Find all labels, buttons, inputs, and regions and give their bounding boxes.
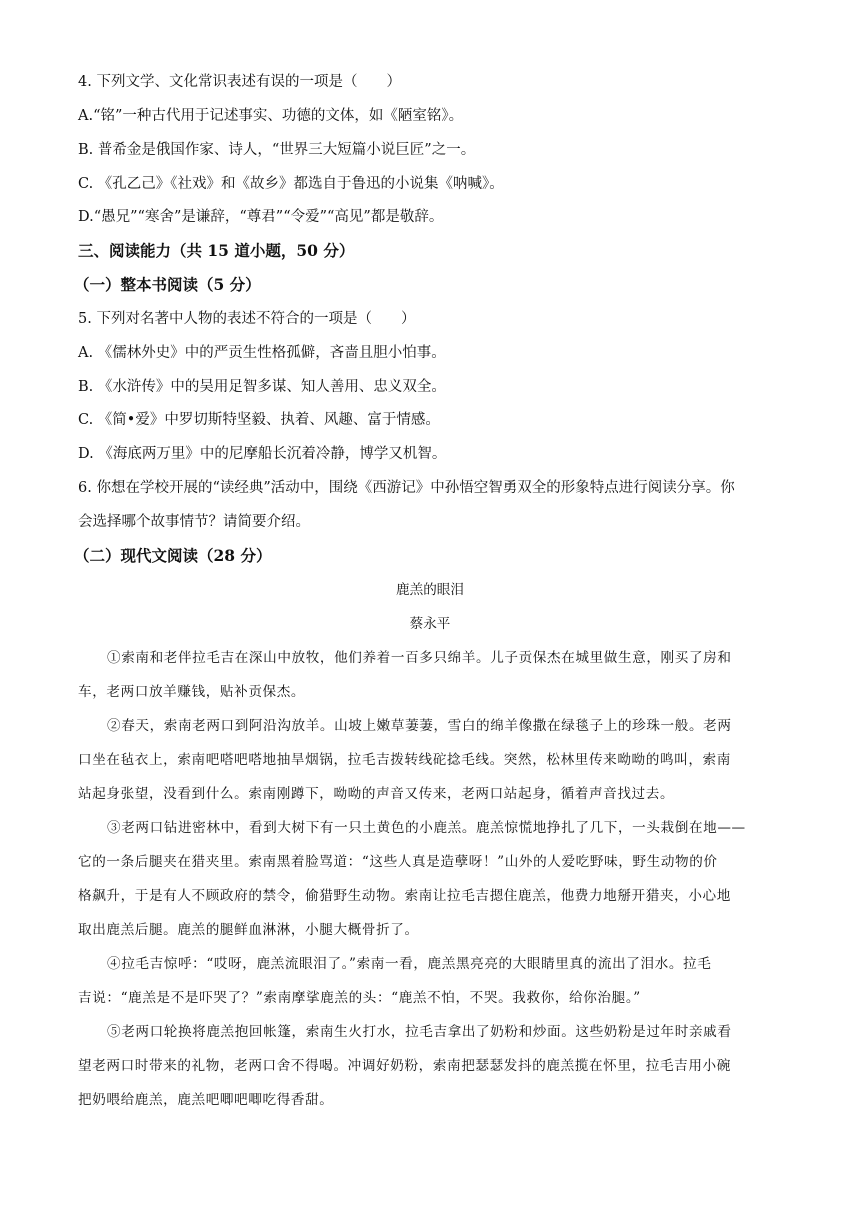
article-line: 口坐在毡衣上，索南吧嗒吧嗒地抽旱烟锅，拉毛吉拨转线砣捻毛线。突然，松林里传来呦呦的鸣叫，索南 (78, 752, 731, 768)
article-line: 吉说：“鹿羔是不是吓哭了？”索南摩挲鹿羔的头：“鹿羔不怕，不哭。我救你，给你治腿。” (78, 990, 641, 1006)
q4-stem: 4. 下列文学、文化常识表述有误的一项是（ ） (78, 74, 401, 90)
q5-stem: 5. 下列对名著中人物的表述不符合的一项是（ ） (78, 311, 416, 327)
section3-heading: 三、阅读能力（共 15 道小题，50 分） (78, 241, 355, 260)
article-line: 格飙升，于是有人不顾政府的禁令，偷猎野生动物。索南让拉毛吉摁住鹿羔，他费力地掰开猎夹，小心地 (78, 888, 731, 904)
q4-option-c: C. 《孔乙己》《社戏》和《故乡》都选自于鲁迅的小说集《呐喊》。 (78, 176, 504, 192)
article-line: ④拉毛吉惊呼：“哎呀，鹿羔流眼泪了。”索南一看，鹿羔黑亮亮的大眼睛里真的流出了泪水。拉毛 (107, 956, 712, 972)
q5-option-a: A. 《儒林外史》中的严贡生性格孤僻，吝啬且胆小怕事。 (78, 345, 446, 361)
q4-option-a: A.“铭”一种古代用于记述事实、功德的文体，如《陋室铭》。 (78, 108, 464, 124)
article-line: 把奶喂给鹿羔，鹿羔吧唧吧唧吃得香甜。 (78, 1092, 334, 1108)
q6-line-2: 会选择哪个故事情节？请简要介绍。 (78, 514, 310, 530)
q5-option-b: B. 《水浒传》中的吴用足智多谋、知人善用、忠义双全。 (78, 379, 446, 395)
q4-option-b: B. 普希金是俄国作家、诗人，“世界三大短篇小说巨匠”之一。 (78, 142, 476, 158)
article-line: 取出鹿羔后腿。鹿羔的腿鲜血淋淋，小腿大概骨折了。 (78, 922, 419, 938)
article-author: 蔡永平 (409, 616, 451, 632)
article-line: ①索南和老伴拉毛吉在深山中放牧，他们养着一百多只绵羊。儿子贡保杰在城里做生意，刚买了房和 (107, 650, 732, 666)
article-line: 望老两口时带来的礼物，老两口舍不得喝。冲调好奶粉，索南把瑟瑟发抖的鹿羔揽在怀里，拉毛吉用小碗 (78, 1058, 731, 1074)
q4-option-d: D.“愚兄”“寒舍”是谦辞，“尊君”“令爱”“高见”都是敬辞。 (78, 209, 444, 225)
q5-option-c: C. 《简•爱》中罗切斯特坚毅、执着、风趣、富于情感。 (78, 412, 440, 428)
article-line: 站起身张望，没看到什么。索南刚蹲下，呦呦的声音又传来，老两口站起身，循着声音找过去。 (78, 786, 675, 802)
article-line: ②春天，索南老两口到阿沿沟放羊。山坡上嫩草萋萋，雪白的绵羊像撒在绿毯子上的珍珠一般。老两 (107, 718, 732, 734)
article-title: 鹿羔的眼泪 (396, 582, 464, 598)
q6-line-1: 6. 你想在学校开展的“读经典”活动中，围绕《西游记》中孙悟空智勇双全的形象特点进行阅读分享。你 (78, 480, 735, 496)
part1-heading: （一）整本书阅读（5 分） (74, 275, 261, 294)
article-line: 车，老两口放羊赚钱，贴补贡保杰。 (78, 684, 306, 700)
part2-heading: （二）现代文阅读（28 分） (74, 546, 272, 565)
article-line: ③老两口钻进密林中，看到大树下有一只土黄色的小鹿羔。鹿羔惊慌地挣扎了几下，一头栽倒在地—— (107, 820, 746, 836)
article-line: ⑤老两口轮换将鹿羔抱回帐篷，索南生火打水，拉毛吉拿出了奶粉和炒面。这些奶粉是过年时亲戚看 (107, 1024, 732, 1040)
article-line: 它的一条后腿夹在猎夹里。索南黑着脸骂道：“这些人真是造孽呀！”山外的人爱吃野味，野生动物的价 (78, 854, 718, 870)
q5-option-d: D. 《海底两万里》中的尼摩船长沉着冷静，博学又机智。 (78, 446, 447, 462)
